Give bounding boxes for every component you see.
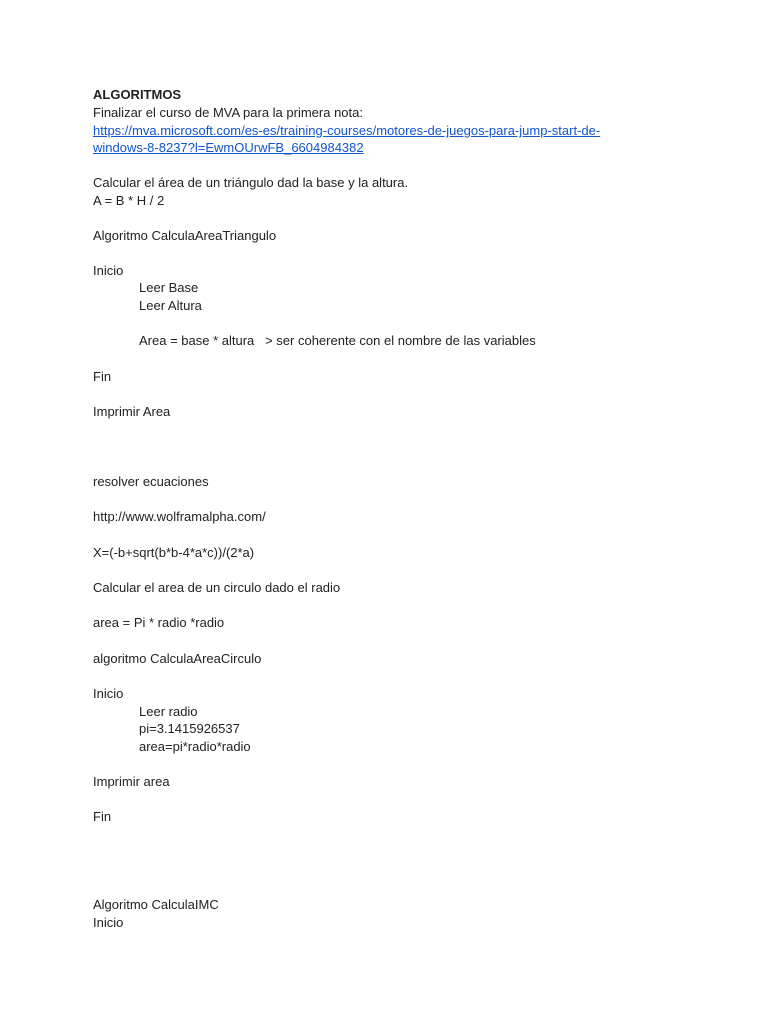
triangle-formula: A = B * H / 2: [93, 193, 165, 208]
mva-course-link-continued[interactable]: windows-8-8237?l=EwmOUrwFB_6604984382: [93, 140, 364, 155]
triangle-start: Inicio: [93, 263, 124, 278]
triangle-read-base: Leer Base: [139, 280, 199, 295]
circle-compute: area=pi*radio*radio: [139, 739, 251, 754]
circle-task: Calcular el area de un circulo dado el radio: [93, 580, 341, 595]
circle-pi-assignment: pi=3.1415926537: [139, 721, 240, 736]
circle-print: Imprimir area: [93, 774, 170, 789]
quadratic-formula: X=(-b+sqrt(b*b-4*a*c))/(2*a): [93, 545, 255, 560]
triangle-compute: Area = base * altura > ser coherente con el nombre de las variables: [139, 333, 536, 348]
triangle-print: Imprimir Area: [93, 404, 171, 419]
imc-start: Inicio: [93, 915, 124, 930]
circle-read-radius: Leer radio: [139, 704, 198, 719]
imc-algorithm-name: Algoritmo CalculaIMC: [93, 897, 219, 912]
wolframalpha-url: http://www.wolframalpha.com/: [93, 509, 266, 524]
triangle-end: Fin: [93, 369, 112, 384]
intro-text: Finalizar el curso de MVA para la primera nota:: [93, 105, 363, 120]
circle-start: Inicio: [93, 686, 124, 701]
equations-heading: resolver ecuaciones: [93, 474, 209, 489]
mva-course-link[interactable]: https://mva.microsoft.com/es-es/training-courses/motores-de-juegos-para-jump-start-de-: [93, 123, 601, 138]
triangle-read-height: Leer Altura: [139, 298, 202, 313]
triangle-algorithm-name: Algoritmo CalculaAreaTriangulo: [93, 228, 277, 243]
document-title: ALGORITMOS: [93, 87, 182, 102]
triangle-task: Calcular el área de un triángulo dad la base y la altura.: [93, 175, 409, 190]
circle-end: Fin: [93, 809, 112, 824]
circle-algorithm-name: algoritmo CalculaAreaCirculo: [93, 651, 262, 666]
circle-formula: area = Pi * radio *radio: [93, 615, 225, 630]
